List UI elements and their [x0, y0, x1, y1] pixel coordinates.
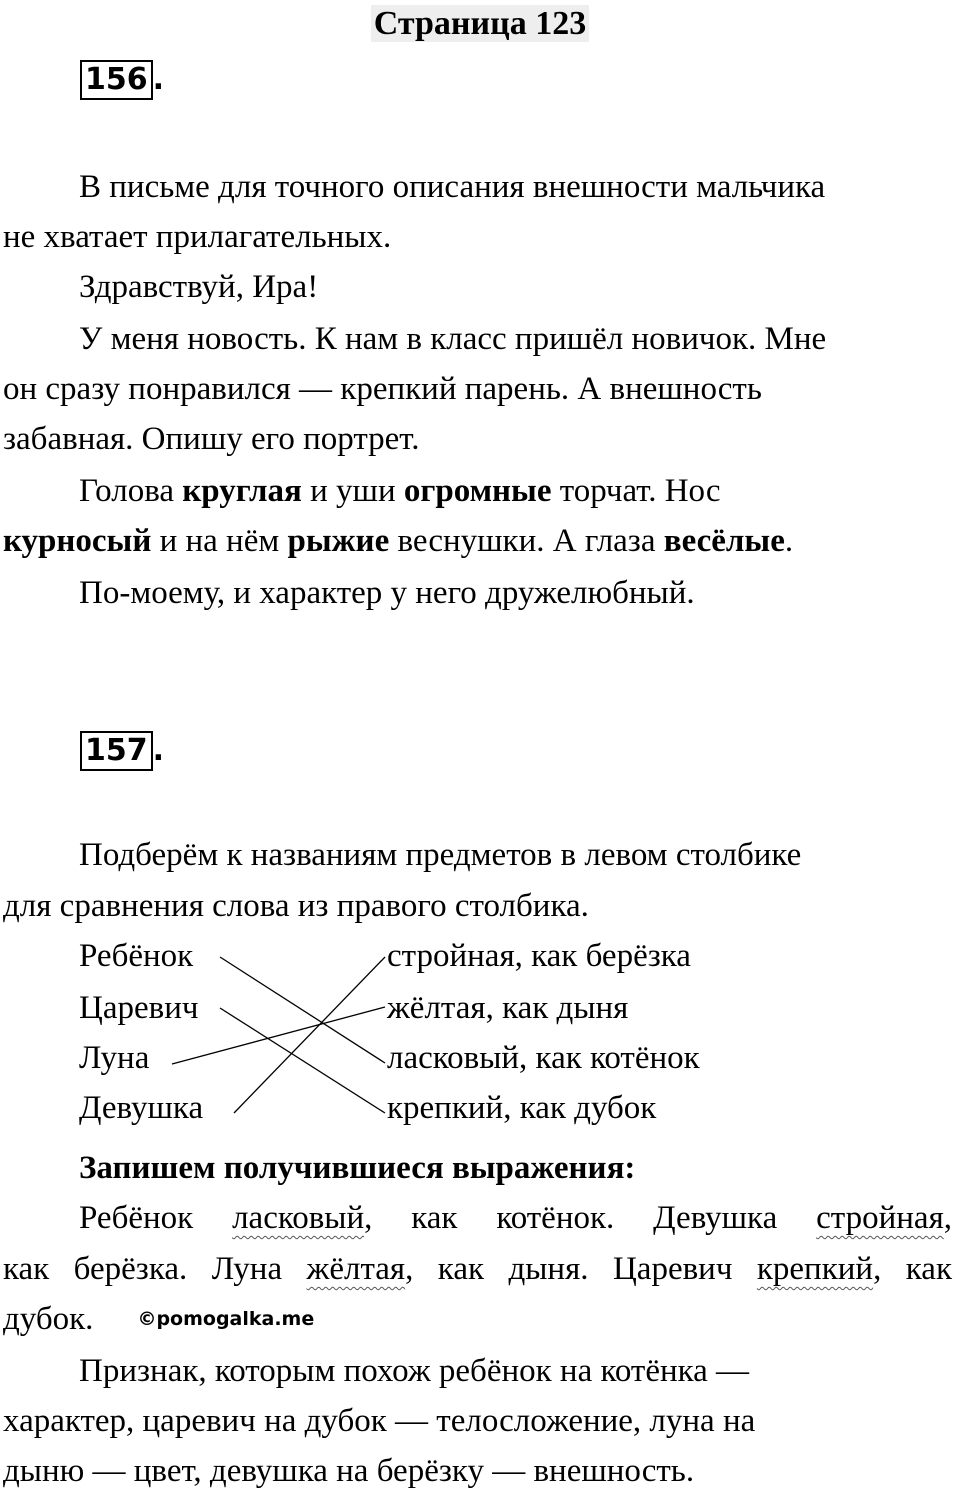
- letter-paragraph-3: По-моему, и характер у него дружелюбный.: [79, 575, 695, 611]
- left-column-item-4: Девушка: [79, 1090, 204, 1126]
- ex156-intro-line-1: В письме для точного описания внешности мальчика: [79, 169, 826, 205]
- adjective-stroynaya: стройная: [816, 1200, 944, 1236]
- expressions-line-2: как берёзка. Луна жёлтая, как дыня. Царевич крепкий, как: [3, 1251, 952, 1287]
- letter-paragraph-1-line-2: он сразу понравился — крепкий парень. А внешность: [3, 371, 762, 407]
- exercise-number-157: 157 .: [80, 731, 164, 771]
- right-column-item-3: ласковый, как котёнок: [387, 1040, 700, 1076]
- adjective-kurnosyy: курносый: [3, 523, 152, 559]
- adjective-krepkiy: крепкий: [756, 1251, 874, 1287]
- adjective-zheltaya: жёлтая: [306, 1251, 406, 1287]
- ex156-intro-line-2: не хватает прилагательных.: [3, 219, 392, 255]
- ex157-intro-line-1: Подберём к названиям предметов в левом столбике: [79, 837, 802, 873]
- match-line-luna: [172, 1007, 385, 1064]
- right-column-item-4: крепкий, как дубок: [387, 1090, 657, 1126]
- page-title-text: Страница 123: [371, 5, 589, 42]
- expressions-heading: Запишем получившиеся выражения:: [79, 1150, 636, 1186]
- conclusion-line-3: дыню — цвет, девушка на берёзку — внешность.: [3, 1453, 695, 1489]
- letter-paragraph-1-line-3: забавная. Опишу его портрет.: [3, 421, 420, 457]
- left-column-item-3: Луна: [79, 1040, 150, 1076]
- letter-paragraph-1-line-1: У меня новость. К нам в класс пришёл новичок. Мне: [79, 321, 827, 357]
- letter-paragraph-2-line-1: Голова круглая и уши огромные торчат. Нос: [79, 473, 721, 509]
- adjective-laskovyy: ласковый: [232, 1200, 365, 1236]
- conclusion-line-1: Признак, которым похож ребёнок на котёнка —: [79, 1353, 750, 1389]
- adjective-vesyolye: весёлые: [663, 523, 785, 559]
- left-column-item-1: Ребёнок: [79, 938, 194, 974]
- match-line-tsarevich: [220, 1008, 385, 1113]
- copyright-mark: ©pomogalka.me: [137, 1308, 315, 1330]
- adjective-ryzhie: рыжие: [287, 523, 390, 559]
- match-line-rebenok: [220, 957, 385, 1063]
- right-column-item-2: жёлтая, как дыня: [387, 990, 629, 1026]
- letter-paragraph-2-line-2: курносый и на нём рыжие веснушки. А глаза весёлые.: [3, 523, 794, 559]
- exercise-number-156: 156 .: [80, 60, 164, 100]
- conclusion-line-2: характер, царевич на дубок — телосложение, луна на: [3, 1403, 756, 1439]
- right-column-item-1: стройная, как берёзка: [387, 938, 691, 974]
- adjective-kruglaya: круглая: [182, 473, 302, 509]
- adjective-ogromnye: огромные: [403, 473, 552, 509]
- left-column-item-2: Царевич: [79, 990, 199, 1026]
- expressions-line-1: Ребёнок ласковый, как котёнок. Девушка стройная,: [79, 1200, 952, 1236]
- ex157-intro-line-2: для сравнения слова из правого столбика.: [3, 888, 589, 924]
- letter-greeting: Здравствуй, Ира!: [79, 269, 319, 305]
- expressions-line-3: дубок. ©pomogalka.me: [3, 1301, 315, 1337]
